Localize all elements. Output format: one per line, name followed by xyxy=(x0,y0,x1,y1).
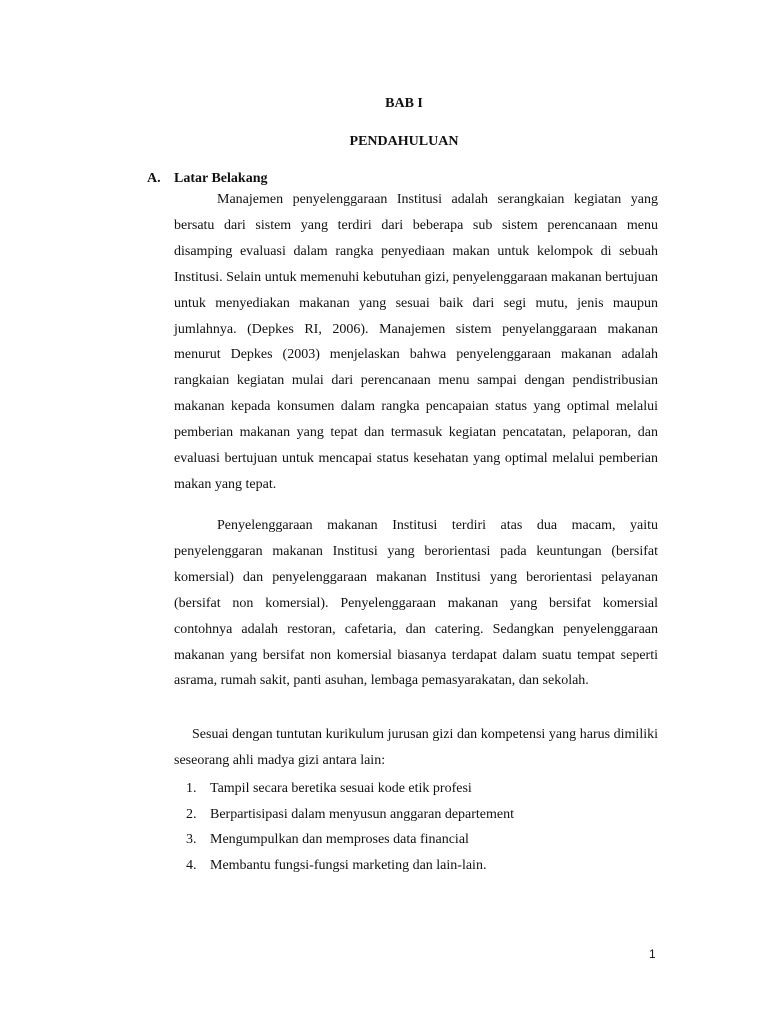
list-text: Mengumpulkan dan memproses data financial xyxy=(210,832,469,847)
section-title: Latar Belakang xyxy=(174,171,268,186)
list-number: 1. xyxy=(186,781,197,796)
section-letter: A. xyxy=(147,171,161,186)
paragraph-1: Manajemen penyelenggaraan Institusi adalah serangkaian kegiatan yang bersatu dari sistem yang terdiri dari beberapa sub sistem perencanaan menu disamping evaluasi dalam rangka penyediaan makan untuk kelompok di sebuah Institusi. Selain untuk memenuhi kebutuhan gizi, penyelenggaraan makanan bertujuan untuk menyediakan makanan yang sesuai baik dari segi mutu, jenis maupun jumlahnya. (Depkes RI, 2006). Manajemen sistem penyelanggaraan makanan menurut Depkes (2003) menjelaskan bahwa penyelenggaraan makanan adalah rangkaian kegiatan mulai dari perencanaan menu sampai dengan pendistribusian makanan kepada konsumen dalam rangka pencapaian status yang optimal melalui pemberian makanan yang tepat dan termasuk kegiatan pencatatan, pelaporan, dan evaluasi bertujuan untuk mencapai status kesehatan yang optimal melalui pemberian makan yang tepat. xyxy=(174,192,658,492)
list-item xyxy=(186,802,514,828)
list-number: 2. xyxy=(186,806,197,822)
list-item xyxy=(186,776,514,802)
list-text: Berpartisipasi dalam menyusun anggaran departement xyxy=(210,806,515,822)
competency-list xyxy=(186,776,514,878)
chapter-heading: BAB I xyxy=(385,96,423,111)
list-item xyxy=(186,853,514,879)
paragraph-2: Penyelenggaraan makanan Institusi terdiri atas dua macam, yaitu penyelenggaran makanan Institusi yang berorientasi pada keuntungan (bersifat komersial) dan penyelenggaraan makanan Institusi yang berorientasi pelayanan (bersifat non komersial). Penyelenggaraan makanan yang bersifat komersial contohnya adalah restoran, cafetaria, dan catering. Sedangkan penyelenggaraan makanan yang bersifat non komersial biasanya terdapat dalam suatu tempat seperti asrama, rumah sakit, panti asuhan, lembaga pemasyarakatan, dan sekolah. xyxy=(174,518,658,689)
list-item xyxy=(186,827,514,853)
list-text: Membantu fungsi-fungsi marketing dan lain-lain. xyxy=(210,857,487,873)
list-number: 3. xyxy=(186,832,197,847)
section-heading xyxy=(147,171,267,187)
list-number: 4. xyxy=(186,857,197,873)
chapter-title: PENDAHULUAN xyxy=(349,134,459,149)
page-number: 1 xyxy=(649,947,656,961)
paragraph-3: Sesuai dengan tuntutan kurikulum jurusan gizi dan kompetensi yang harus dimiliki seseorang ahli madya gizi antara lain: xyxy=(174,727,658,768)
list-text: Tampil secara beretika sesuai kode etik profesi xyxy=(210,781,472,796)
